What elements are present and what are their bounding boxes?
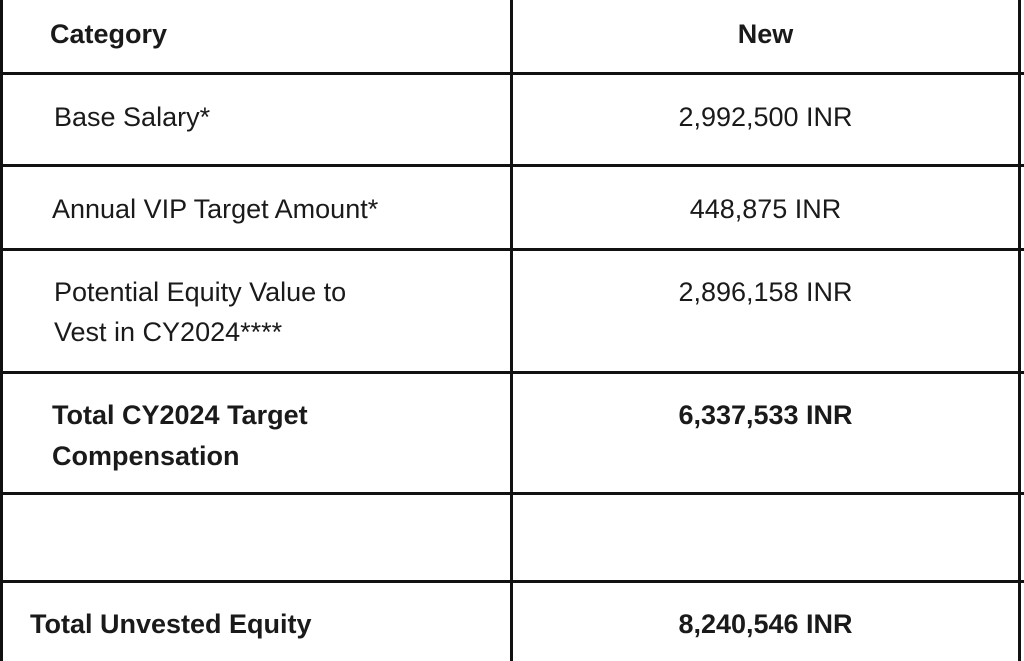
row-divider [0, 164, 1024, 167]
header-new: New [737, 19, 794, 49]
row-divider [0, 371, 1024, 374]
row-divider [0, 580, 1024, 583]
row-category-potential-equity-line2: Vest in CY2024**** [54, 317, 283, 347]
row-value-base-salary: 2,992,500 INR [678, 102, 853, 132]
row-category-potential-equity-line1: Potential Equity Value to [54, 277, 347, 307]
row-category-base-salary: Base Salary* [54, 102, 211, 132]
row-value-total-target: 6,337,533 INR [678, 400, 853, 430]
row-value-annual-vip: 448,875 INR [689, 194, 842, 224]
row-category-total-unvested: Total Unvested Equity [30, 609, 312, 639]
row-value-total-unvested: 8,240,546 INR [678, 609, 853, 639]
row-category-annual-vip: Annual VIP Target Amount* [52, 194, 379, 224]
row-value-potential-equity: 2,896,158 INR [678, 277, 853, 307]
table-border-left [0, 0, 3, 661]
header-category: Category [50, 19, 168, 49]
row-category-total-target-line2: Compensation [52, 441, 240, 471]
row-category-total-target-line1: Total CY2024 Target [52, 400, 308, 430]
table-border-right [1018, 0, 1021, 661]
row-divider [0, 72, 1024, 75]
row-divider [0, 492, 1024, 495]
row-divider [0, 248, 1024, 251]
